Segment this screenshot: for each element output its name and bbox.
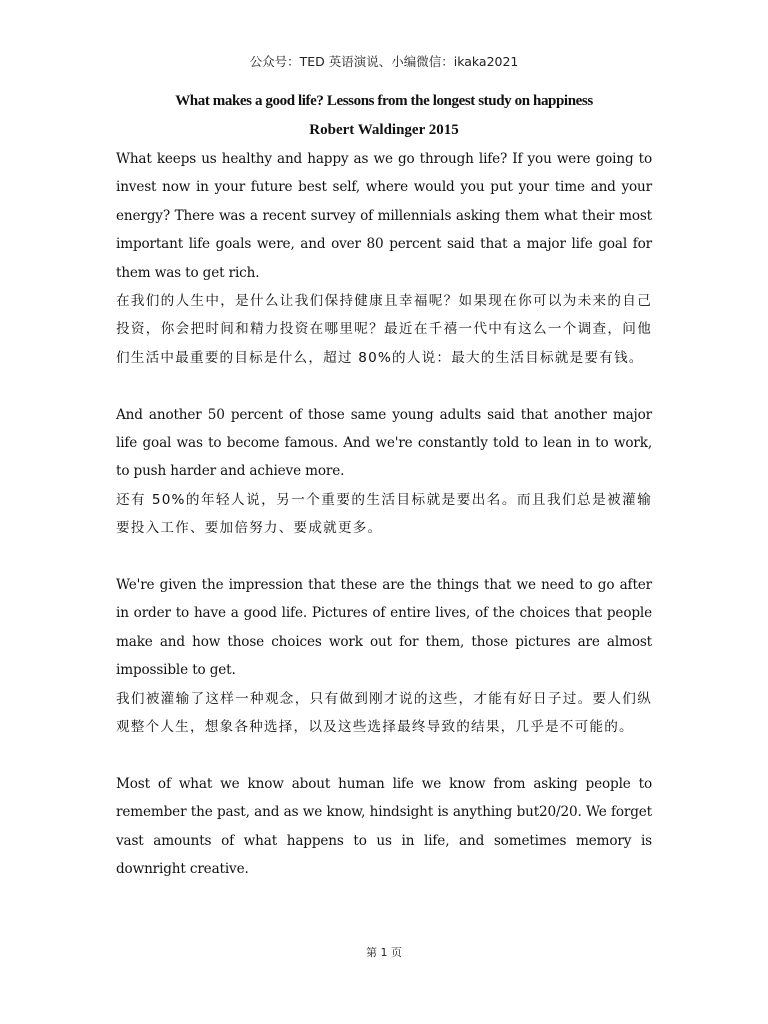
page-header: 公众号：TED 英语演说、小编微信：ikaka2021 — [249, 54, 519, 69]
document-title: What makes a good life? Lessons from the longest study on happiness — [175, 93, 593, 109]
paragraph-en-2: And another 50 percent of those same young adults said that another major life goal was to become famous. And we're constantly told to lean in to work, to push harder and achieve more. — [116, 406, 652, 480]
paragraph-en-1: What keeps us healthy and happy as we go through life? If you were going to invest now in your future best self, where would you put your time and your energy? There was a recent survey of millennials asking them what their most important life goals were, and over 80 percent said that a major life goal for them was to get rich. — [116, 151, 652, 281]
paragraph-zh-2: 还有 50%的年轻人说，另一个重要的生活目标就是要出名。而且我们总是被灌输要投入工作、要加倍努力、要成就更多。 — [116, 491, 652, 537]
paragraph-spacer — [116, 372, 652, 400]
paragraph-zh-3: 我们被灌输了这样一种观念，只有做到刚才说的这些，才能有好日子过。要人们纵观整个人生，想象各种选择，以及这些选择最终导致的结果，几乎是不可能的。 — [116, 690, 652, 736]
author-line: Robert Waldinger 2015 — [309, 122, 459, 138]
paragraph-zh-1: 在我们的人生中，是什么让我们保持健康且幸福呢？如果现在你可以为未来的自己投资，你会把时间和精力投资在哪里呢？最近在千禧一代中有这么一个调查，问他们生活中最重要的目标是什么，超过 80%的人说：最大的生活目标就是要有钱。 — [116, 293, 652, 366]
document-body — [116, 145, 652, 884]
paragraph-en-3: We're given the impression that these are the things that we need to go after in order to have a good life. Pictures of entire lives, of the choices that people make and how those choices work out for them, those pictures are almost impossible to get. — [116, 577, 652, 679]
page-number: 第 1 页 — [366, 946, 402, 959]
paragraph-en-4: Most of what we know about human life we know from asking people to remember the past, and as we know, hindsight is anything but20/20. We forget vast amounts of what happens to us in life, and sometimes memory is downright creative. — [116, 775, 652, 878]
paragraph-spacer — [116, 742, 652, 770]
paragraph-spacer — [116, 543, 652, 571]
